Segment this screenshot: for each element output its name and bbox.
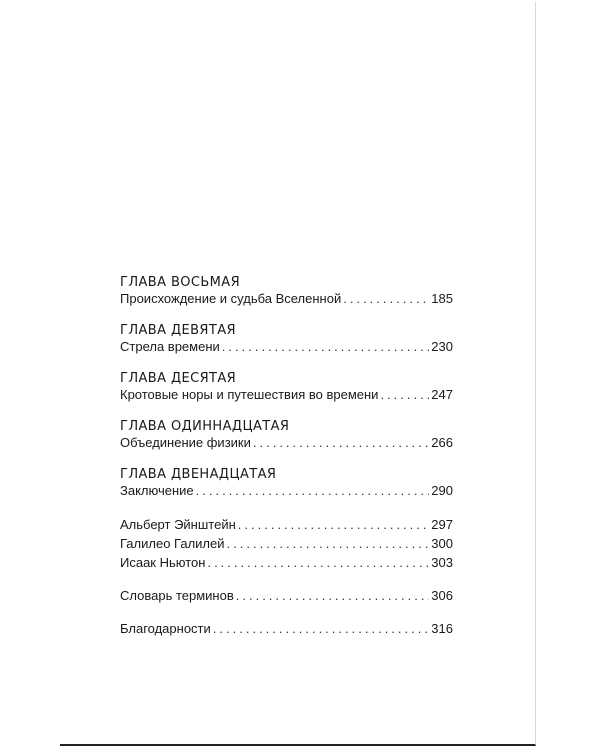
dot-leader [253, 435, 429, 451]
toc-chapter-10 [120, 371, 453, 403]
toc-entry-title: Происхождение и судьба Вселенной [120, 291, 342, 306]
chapter-heading: ГЛАВА ВОСЬМАЯ [120, 275, 241, 290]
toc-entry-title: Галилео Галилей [120, 536, 225, 551]
dot-leader [196, 483, 430, 499]
toc-entry-title: Благодарности [120, 621, 211, 636]
dot-leader [222, 339, 430, 355]
chapter-heading: ГЛАВА ОДИННАДЦАТАЯ [120, 419, 290, 434]
dot-leader [227, 534, 430, 553]
toc-chapter-11 [120, 419, 453, 451]
toc-entry [120, 387, 453, 403]
toc-entry-page: 230 [431, 339, 453, 354]
toc-entry-title: Исаак Ньютон [120, 555, 206, 570]
dot-leader [343, 291, 429, 307]
dot-leader [213, 619, 430, 638]
dot-leader [380, 387, 429, 403]
toc-chapter-8 [120, 275, 453, 307]
toc-acknowledgements [120, 619, 453, 638]
chapter-heading: ГЛАВА ДЕВЯТАЯ [120, 323, 236, 338]
toc-entry-page: 316 [431, 621, 453, 636]
toc-entry-title: Словарь терминов [120, 588, 234, 603]
toc-entry [120, 483, 453, 499]
toc-entry-page: 297 [431, 517, 453, 532]
toc-entry-page: 185 [431, 291, 453, 306]
toc-entry [120, 619, 453, 638]
toc-entry [120, 515, 453, 534]
chapter-heading: ГЛАВА ДВЕНАДЦАТАЯ [120, 467, 277, 482]
toc-entry-title: Альберт Эйнштейн [120, 517, 236, 532]
toc-entry-title: Объединение физики [120, 435, 251, 450]
chapter-heading: ГЛАВА ДЕСЯТАЯ [120, 371, 237, 386]
toc-glossary [120, 586, 453, 605]
toc-entry-page: 306 [431, 588, 453, 603]
dot-leader [207, 553, 429, 572]
toc-chapter-12 [120, 467, 453, 499]
toc-chapter-9 [120, 323, 453, 355]
toc-entry [120, 339, 453, 355]
dot-leader [236, 586, 430, 605]
toc-entry-page: 290 [431, 483, 453, 498]
toc-entry [120, 553, 453, 572]
toc-entry-page: 303 [431, 555, 453, 570]
toc-entry-title: Кротовые норы и путешествия во времени [120, 387, 379, 402]
toc-entry [120, 435, 453, 451]
toc-entry [120, 534, 453, 553]
toc-entry-title: Заключение [120, 483, 194, 498]
toc-entry [120, 586, 453, 605]
table-of-contents [120, 275, 453, 652]
toc-entry-page: 300 [431, 536, 453, 551]
toc-entry [120, 291, 453, 307]
toc-entry-title: Стрела времени [120, 339, 220, 354]
toc-entry-page: 266 [431, 435, 453, 450]
toc-entry-page: 247 [431, 387, 453, 402]
dot-leader [238, 515, 430, 534]
toc-biographies [120, 515, 453, 572]
